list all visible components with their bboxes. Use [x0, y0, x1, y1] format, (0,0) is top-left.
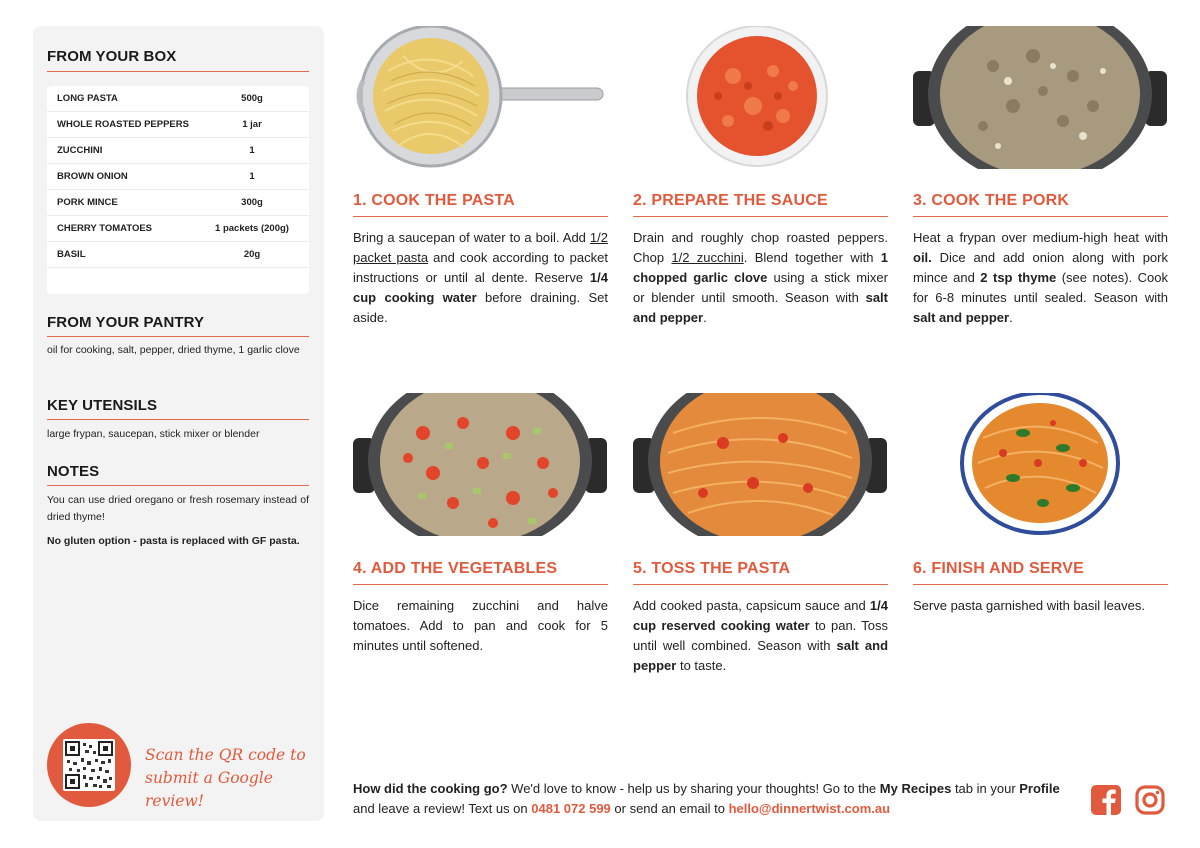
- step-4-title: 4. ADD THE VEGETABLES: [353, 560, 558, 577]
- step-1-image: [353, 26, 607, 169]
- step-text: 1/4 cup cooking water: [353, 270, 608, 305]
- step-text: Bring a saucepan of water to a boil. Add: [353, 230, 590, 245]
- divider: [47, 71, 309, 72]
- step-text: salt and pepper: [633, 290, 888, 325]
- divider: [47, 485, 309, 486]
- pantry-title: FROM YOUR PANTRY: [47, 314, 205, 331]
- step-text: 1 chopped garlic clove: [633, 250, 888, 285]
- utensils-text: large frypan, saucepan, stick mixer or blender: [47, 428, 260, 440]
- ingredient-name: WHOLE ROASTED PEPPERS: [57, 119, 189, 130]
- ingredient-row: [47, 242, 309, 268]
- box-title: FROM YOUR BOX: [47, 48, 177, 65]
- step-text: 2 tsp thyme: [980, 270, 1057, 285]
- qr-caption-line: submit a Google review!: [145, 769, 273, 810]
- ingredient-qty: 1 jar: [242, 119, 262, 130]
- divider: [633, 216, 888, 217]
- step-text: 1/2 zucchini: [671, 250, 744, 265]
- footer-text-part: tab in your: [951, 781, 1020, 796]
- sidebar: [33, 26, 324, 821]
- phone-link[interactable]: 0481 072 599: [531, 801, 611, 816]
- step-1-title: 1. COOK THE PASTA: [353, 192, 515, 209]
- footer-text-part: and leave a review! Text us on: [353, 801, 532, 816]
- divider: [913, 216, 1168, 217]
- ingredients-table: [47, 86, 309, 294]
- step-text: salt and pepper: [913, 310, 1010, 325]
- ingredient-name: BASIL: [57, 249, 86, 260]
- divider: [913, 584, 1168, 585]
- facebook-icon[interactable]: [1090, 784, 1122, 816]
- notes-title: NOTES: [47, 463, 100, 480]
- profile-link[interactable]: Profile: [1019, 781, 1060, 796]
- ingredient-qty: 1 packets (200g): [215, 223, 289, 234]
- step-text: to taste.: [676, 658, 727, 673]
- step-text: oil.: [913, 250, 932, 265]
- ingredient-name: ZUCCHINI: [57, 145, 103, 156]
- step-2-body: [633, 228, 888, 328]
- qr-badge[interactable]: [47, 723, 131, 807]
- step-text: Dice remaining zucchini and halve tomatoes. Add to pan and cook for 5 minutes until softened.: [353, 598, 608, 653]
- ingredient-qty: 20g: [243, 249, 261, 260]
- footer-question: How did the cooking go?: [353, 781, 508, 796]
- ingredient-row: [47, 216, 309, 242]
- ingredient-row: [47, 138, 309, 164]
- step-3-body: [913, 228, 1168, 328]
- step-text: . Blend together with: [743, 250, 881, 265]
- divider: [353, 584, 608, 585]
- email-link[interactable]: hello@dinnertwist.com.au: [728, 801, 891, 816]
- ingredient-row: [47, 112, 309, 138]
- step-text: to pan. Toss until well combined. Season with: [633, 618, 888, 653]
- step-4-body: [353, 596, 608, 656]
- step-6-image: [913, 393, 1167, 536]
- ingredient-row: [47, 190, 309, 216]
- ingredient-qty: 1: [249, 145, 255, 156]
- step-1-body: [353, 228, 608, 328]
- ingredient-qty: 300g: [241, 197, 263, 208]
- ingredient-name: LONG PASTA: [57, 93, 118, 104]
- divider: [353, 216, 608, 217]
- notes-gluten: No gluten option - pasta is replaced with GF pasta.: [47, 535, 300, 547]
- step-text: Dice and add onion along with pork mince and: [913, 250, 1168, 285]
- step-text: Serve pasta garnished with basil leaves.: [913, 598, 1145, 613]
- ingredient-name: BROWN ONION: [57, 171, 128, 182]
- step-5-title: 5. TOSS THE PASTA: [633, 560, 791, 577]
- divider: [47, 419, 309, 420]
- ingredient-qty: 1: [249, 171, 255, 182]
- ingredient-name: PORK MINCE: [57, 197, 118, 208]
- step-3-image: [913, 26, 1167, 169]
- ingredient-qty: 500g: [241, 93, 263, 104]
- step-text: Drain and roughly chop roasted peppers. Chop: [633, 230, 888, 265]
- step-2-title: 2. PREPARE THE SAUCE: [633, 192, 828, 209]
- step-text: .: [703, 310, 707, 325]
- pantry-text: oil for cooking, salt, pepper, dried thyme, 1 garlic clove: [47, 344, 300, 356]
- footer-text: [353, 779, 1073, 819]
- step-text: Add cooked pasta, capsicum sauce and: [633, 598, 870, 613]
- ingredient-name: CHERRY TOMATOES: [57, 223, 153, 234]
- step-3-title: 3. COOK THE PORK: [913, 192, 1070, 209]
- step-text: (see notes). Cook for 6-8 minutes until sealed. Season with: [913, 270, 1169, 305]
- qr-caption-line: Scan the QR code to: [145, 746, 306, 764]
- instagram-icon[interactable]: [1134, 784, 1166, 816]
- step-6-body: [913, 596, 1168, 616]
- step-4-image: [353, 393, 607, 536]
- step-text: 1/2 packet pasta: [353, 230, 608, 265]
- ingredient-row: [47, 164, 309, 190]
- qr-code-icon[interactable]: [63, 739, 115, 791]
- divider: [633, 584, 888, 585]
- step-text: 1/4 cup reserved cooking water: [633, 598, 888, 633]
- divider: [47, 336, 309, 337]
- utensils-title: KEY UTENSILS: [47, 397, 158, 414]
- step-text: before draining. Set aside.: [353, 290, 609, 325]
- footer-text-part: We'd love to know - help us by sharing your thoughts! Go to the: [507, 781, 880, 796]
- step-2-image: [633, 26, 887, 169]
- step-text: Heat a frypan over medium-high heat with: [913, 230, 1168, 245]
- footer-text-part: or send an email to: [610, 801, 729, 816]
- qr-caption: [145, 744, 324, 813]
- step-text: .: [1009, 310, 1013, 325]
- my-recipes-link[interactable]: My Recipes: [879, 781, 952, 796]
- notes-text: You can use dried oregano or fresh rosemary instead of dried thyme!: [47, 494, 309, 523]
- step-6-title: 6. FINISH AND SERVE: [913, 560, 1084, 577]
- step-text: salt and pepper: [633, 638, 889, 673]
- step-text: and cook according to packet instructions or until al dente. Reserve: [353, 250, 608, 285]
- ingredient-row: [47, 86, 309, 112]
- step-5-body: [633, 596, 888, 676]
- step-5-image: [633, 393, 887, 536]
- step-text: using a stick mixer or blender until smooth. Season with: [633, 270, 888, 305]
